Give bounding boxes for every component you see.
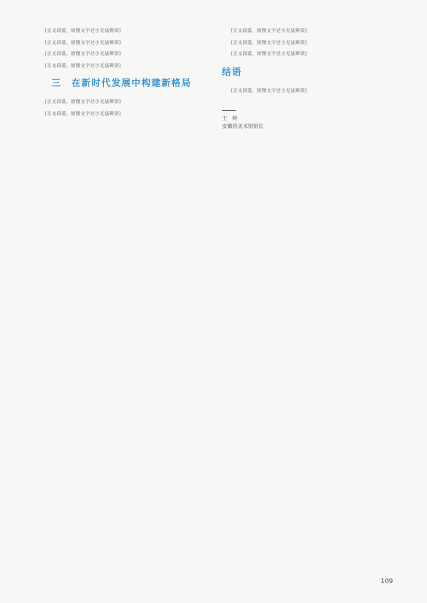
- conclusion-heading: 结语: [222, 67, 243, 78]
- body-paragraph: [正文段落，原图文字过小无法辨读]: [231, 40, 307, 46]
- body-paragraph: [正文段落，原图文字过小无法辨读]: [231, 52, 307, 58]
- body-paragraph: [正文段落，原图文字过小无法辨读]: [45, 29, 121, 34]
- author-block: [222, 110, 393, 131]
- body-paragraph: [正文段落，原图文字过小无法辨读]: [45, 63, 121, 69]
- body-paragraph: [正文段落，原图文字过小无法辨读]: [45, 40, 121, 46]
- body-paragraph: [正文段落，原图文字过小无法辨读]: [45, 52, 121, 58]
- author-role: 安徽省美术馆馆长: [222, 124, 264, 131]
- left-column: [36, 28, 207, 123]
- right-column: [222, 28, 393, 131]
- page-number: 109: [380, 577, 393, 585]
- body-paragraph: [正文段落，原图文字过小无法辨读]: [231, 29, 307, 34]
- author-name: 王 岭: [222, 116, 238, 123]
- body-paragraph: [正文段落，原图文字过小无法辨读]: [45, 100, 121, 106]
- section-heading: 三 在新时代发展中构建新格局: [51, 79, 192, 90]
- body-paragraph: [正文段落，原图文字过小无法辨读]: [231, 88, 307, 94]
- body-paragraph: [正文段落，原图文字过小无法辨读]: [45, 111, 121, 117]
- author-divider: [222, 110, 236, 111]
